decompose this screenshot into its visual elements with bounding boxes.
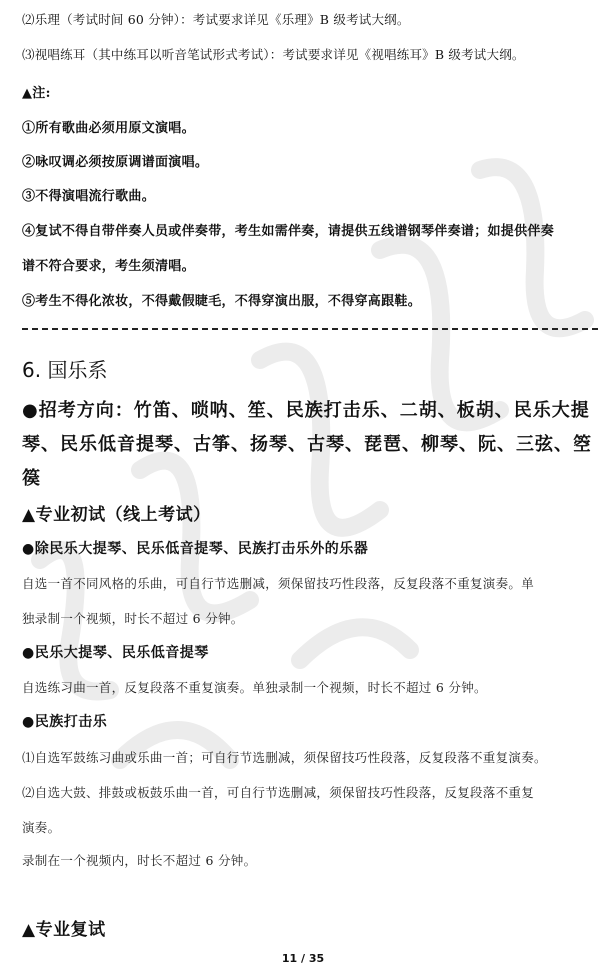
note-item-5: ⑤考生不得化浓妆，不得戴假睫毛，不得穿演出服，不得穿高跟鞋。 bbox=[22, 294, 422, 309]
top-line-solfege: ⑶视唱练耳（其中练耳以听音笔试形式考试）：考试要求详见《视唱练耳》B 级考试大纲。 bbox=[22, 47, 525, 62]
sub3-line-1: ⑴自选军鼓练习曲或乐曲一首；可自行节选删减，须保留技巧性段落，反复段落不重复演奏。 bbox=[22, 750, 547, 765]
directions-line-1: ●招考方向：竹笛、唢呐、笙、民族打击乐、二胡、板胡、民乐大提 bbox=[22, 400, 590, 421]
section-retest-title: ▲专业复试 bbox=[22, 920, 106, 940]
note-item-3: ③不得演唱流行歌曲。 bbox=[22, 189, 156, 204]
note-item-4-cont: 谱不符合要求，考生须清唱。 bbox=[22, 259, 195, 274]
section-initial-title: ▲专业初试（线上考试） bbox=[22, 505, 211, 525]
note-item-2: ②咏叹调必须按原调谱面演唱。 bbox=[22, 155, 209, 170]
section-divider bbox=[22, 328, 598, 330]
sub1-title: ●除民乐大提琴、民乐低音提琴、民族打击乐外的乐器 bbox=[22, 541, 369, 557]
page-number: 11 / 35 bbox=[281, 952, 325, 965]
department-title: 6. 国乐系 bbox=[22, 358, 108, 382]
sub3-line-4: 录制在一个视频内，时长不超过 6 分钟。 bbox=[22, 853, 257, 868]
sub1-line-2: 独录制一个视频，时长不超过 6 分钟。 bbox=[22, 611, 244, 626]
note-item-4: ④复试不得自带伴奏人员或伴奏带，考生如需伴奏，请提供五线谱钢琴伴奏谱；如提供伴奏 bbox=[22, 224, 555, 239]
sub3-line-2: ⑵自选大鼓、排鼓或板鼓乐曲一首，可自行节选删减，须保留技巧性段落，反复段落不重复 bbox=[22, 785, 535, 800]
sub1-line-1: 自选一首不同风格的乐曲，可自行节选删减，须保留技巧性段落，反复段落不重复演奏。单 bbox=[22, 576, 535, 591]
sub2-title: ●民乐大提琴、民乐低音提琴 bbox=[22, 645, 209, 661]
top-line-theory: ⑵乐理（考试时间 60 分钟）：考试要求详见《乐理》B 级考试大纲。 bbox=[22, 12, 410, 27]
note-item-1: ①所有歌曲必须用原文演唱。 bbox=[22, 121, 195, 136]
directions-line-3: 篌 bbox=[22, 468, 41, 489]
sub3-title: ●民族打击乐 bbox=[22, 714, 108, 730]
sub2-line-1: 自选练习曲一首，反复段落不重复演奏。单独录制一个视频，时长不超过 6 分钟。 bbox=[22, 680, 487, 695]
notes-title: ▲注: bbox=[22, 86, 51, 101]
directions-line-2: 琴、民乐低音提琴、古筝、扬琴、古琴、琵琶、柳琴、阮、三弦、箜 bbox=[22, 434, 592, 455]
sub3-line-3: 演奏。 bbox=[22, 820, 61, 835]
